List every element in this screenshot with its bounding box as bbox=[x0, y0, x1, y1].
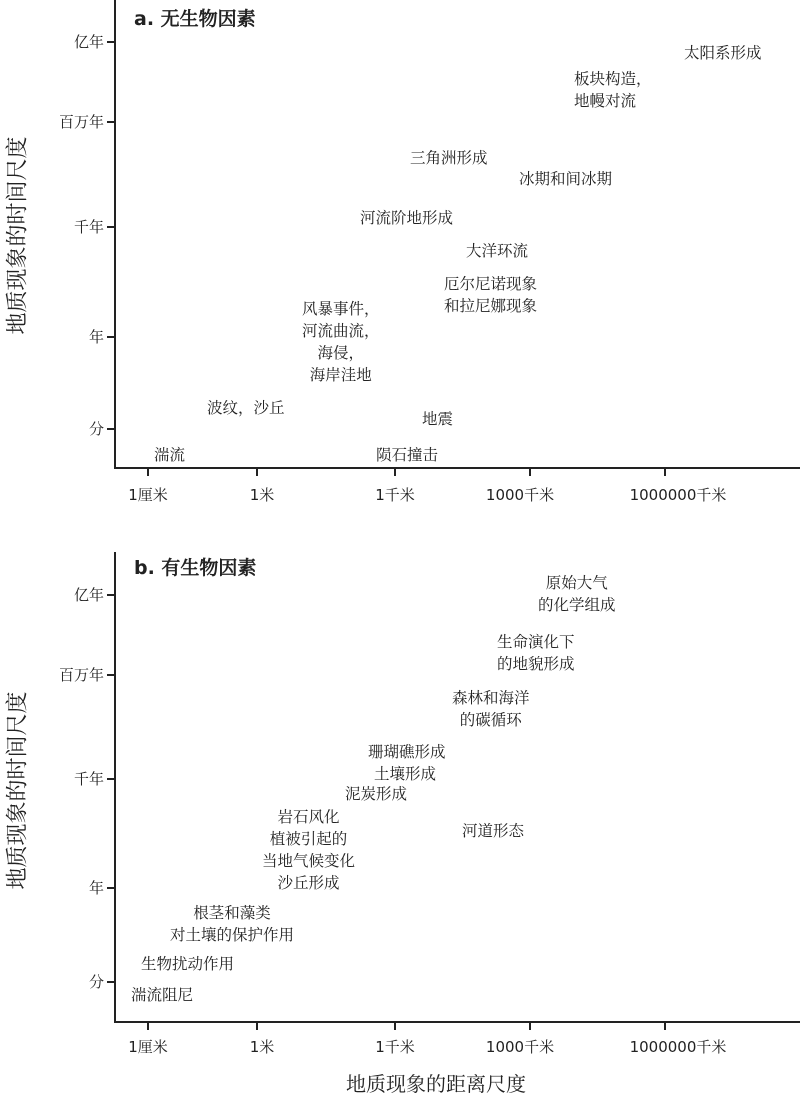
label-landform-evolution: 生命演化下 的地貌形成 bbox=[497, 633, 575, 673]
label-ocean-circulation: 大洋环流 bbox=[466, 242, 529, 260]
panel-a-ytick-label: 百万年 bbox=[58, 113, 104, 131]
label-solar-system: 太阳系形成 bbox=[684, 44, 762, 62]
label-soil: 土壤形成 bbox=[374, 765, 437, 783]
label-earthquake: 地震 bbox=[422, 410, 454, 428]
label-storm: 风暴事件， 河流曲流， 海侵， 海岸洼地 bbox=[302, 300, 380, 384]
panel-a-ytick-label: 分 bbox=[88, 420, 104, 438]
panel-a-ytick bbox=[107, 121, 115, 123]
panel-b-ytick bbox=[107, 981, 115, 983]
panel-a-ytick bbox=[107, 41, 115, 43]
x-axis-label: 地质现象的距离尺度 bbox=[346, 1072, 526, 1096]
panel-b-ytick-label: 年 bbox=[88, 879, 104, 897]
panel-b-xtick bbox=[664, 1023, 666, 1030]
panel-b-xtick bbox=[529, 1023, 531, 1030]
panel-b-ytick-label: 亿年 bbox=[73, 586, 104, 604]
panel-a-ytick-label: 年 bbox=[88, 328, 104, 346]
label-plate-tectonics: 板块构造， 地幔对流 bbox=[574, 70, 652, 110]
panel-a-ytick bbox=[107, 428, 115, 430]
label-turbulence-damping: 湍流阻尼 bbox=[131, 986, 194, 1004]
label-bioturbation: 生物扰动作用 bbox=[141, 955, 235, 973]
panel-b-x-axis bbox=[114, 1021, 800, 1023]
panel-b-ytick-label: 千年 bbox=[73, 770, 104, 788]
panel-b-xtick-label: 1000000千米 bbox=[629, 1038, 727, 1056]
y-axis-label-b: 地质现象的时间尺度 bbox=[5, 691, 31, 890]
label-enso: 厄尔尼诺现象 和拉尼娜现象 bbox=[444, 275, 538, 315]
panel-b-xtick bbox=[147, 1023, 149, 1030]
label-delta: 三角洲形成 bbox=[410, 149, 488, 167]
label-glacial: 冰期和间冰期 bbox=[519, 170, 613, 188]
panel-a-xtick-label: 1米 bbox=[249, 486, 275, 504]
panel-b-ytick-label: 百万年 bbox=[58, 666, 104, 684]
panel-a-ytick-label: 亿年 bbox=[73, 33, 104, 51]
panel-b-ytick-label: 分 bbox=[88, 973, 104, 991]
panel-a-xtick bbox=[394, 469, 396, 476]
label-carbon-cycle: 森林和海洋 的碳循环 bbox=[452, 689, 530, 729]
panel-a-ytick bbox=[107, 226, 115, 228]
panel-a-xtick bbox=[256, 469, 258, 476]
label-river-terrace: 河流阶地形成 bbox=[360, 209, 454, 227]
panel-a-title: a. 无生物因素 bbox=[134, 8, 256, 30]
y-axis-label-a: 地质现象的时间尺度 bbox=[5, 136, 31, 335]
label-vegetation-climate: 岩石风化 植被引起的 当地气候变化 沙丘形成 bbox=[262, 808, 356, 892]
panel-b-ytick bbox=[107, 887, 115, 889]
panel-b-xtick-label: 1000千米 bbox=[485, 1038, 555, 1056]
label-primitive-atmosphere: 原始大气 的化学组成 bbox=[538, 574, 616, 614]
panel-b-ytick bbox=[107, 674, 115, 676]
panel-a-xtick-label: 1千米 bbox=[375, 486, 415, 504]
panel-a-ytick-label: 千年 bbox=[73, 218, 104, 236]
panel-b-ytick bbox=[107, 778, 115, 780]
panel-a-xtick-label: 1000000千米 bbox=[629, 486, 727, 504]
label-ripples: 波纹，沙丘 bbox=[207, 399, 285, 417]
panel-a-ytick bbox=[107, 336, 115, 338]
panel-a-xtick-label: 1000千米 bbox=[485, 486, 555, 504]
label-turbulence: 湍流 bbox=[154, 446, 186, 464]
panel-b-xtick-label: 1厘米 bbox=[128, 1038, 168, 1056]
panel-b-ytick bbox=[107, 594, 115, 596]
panel-a-xtick bbox=[529, 469, 531, 476]
panel-b-title: b. 有生物因素 bbox=[134, 557, 257, 579]
panel-b-y-axis bbox=[114, 552, 116, 1023]
label-river-morphology: 河道形态 bbox=[462, 822, 525, 840]
panel-a-xtick bbox=[147, 469, 149, 476]
panel-b-xtick-label: 1米 bbox=[249, 1038, 275, 1056]
panel-b-xtick-label: 1千米 bbox=[375, 1038, 415, 1056]
panel-a-x-axis bbox=[114, 467, 800, 469]
panel-b-xtick bbox=[394, 1023, 396, 1030]
panel-b-xtick bbox=[256, 1023, 258, 1030]
label-peat: 泥炭形成 bbox=[345, 785, 408, 803]
label-roots-algae: 根茎和藻类 对土壤的保护作用 bbox=[170, 904, 295, 944]
panel-a-y-axis bbox=[114, 0, 116, 469]
label-coral-reef: 珊瑚礁形成 bbox=[368, 743, 446, 761]
panel-a-xtick-label: 1厘米 bbox=[128, 486, 168, 504]
label-meteorite: 陨石撞击 bbox=[376, 446, 439, 464]
panel-a-xtick bbox=[664, 469, 666, 476]
